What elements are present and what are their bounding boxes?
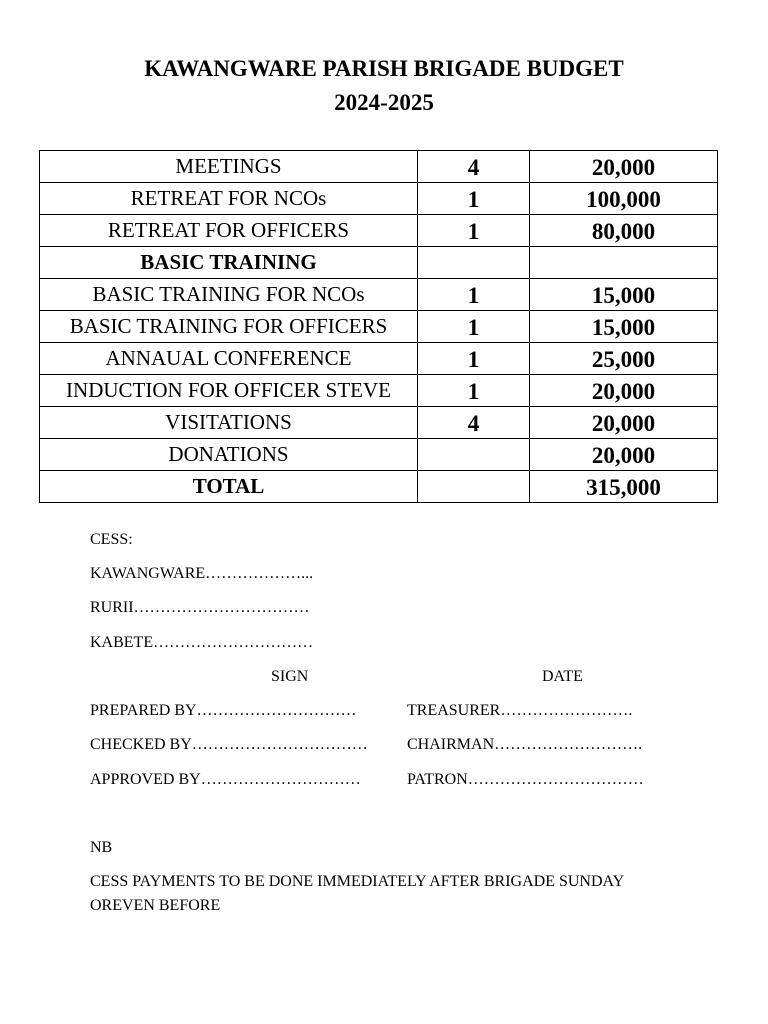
checked-by-line: CHECKED BY…………………………… — [90, 736, 368, 753]
budget-quantity-cell — [418, 439, 530, 471]
cess-line-kabete: KABETE………………………… — [90, 634, 314, 651]
budget-amount-cell: 20,000 — [530, 375, 718, 407]
table-row — [40, 439, 718, 471]
table-row — [40, 471, 718, 503]
table-row — [40, 407, 718, 439]
budget-quantity-cell: 1 — [418, 343, 530, 375]
budget-item-cell: BASIC TRAINING — [40, 247, 418, 279]
treasurer-line: TREASURER……………………. — [407, 702, 633, 719]
budget-amount-cell: 25,000 — [530, 343, 718, 375]
budget-quantity-cell: 1 — [418, 375, 530, 407]
budget-item-cell: BASIC TRAINING FOR NCOs — [40, 279, 418, 311]
table-row — [40, 311, 718, 343]
budget-item-cell: RETREAT FOR OFFICERS — [40, 215, 418, 247]
budget-item-cell: MEETINGS — [40, 151, 418, 183]
budget-quantity-cell — [418, 247, 530, 279]
budget-item-cell: TOTAL — [40, 471, 418, 503]
budget-amount-cell: 80,000 — [530, 215, 718, 247]
budget-item-cell: RETREAT FOR NCOs — [40, 183, 418, 215]
table-row — [40, 215, 718, 247]
budget-amount-cell: 15,000 — [530, 311, 718, 343]
budget-amount-cell: 20,000 — [530, 151, 718, 183]
patron-line: PATRON…………………………… — [407, 771, 644, 788]
budget-amount-cell: 15,000 — [530, 279, 718, 311]
approved-by-line: APPROVED BY………………………… — [90, 771, 361, 788]
table-row — [40, 247, 718, 279]
budget-item-cell: ANNAUAL CONFERENCE — [40, 343, 418, 375]
budget-amount-cell: 100,000 — [530, 183, 718, 215]
cess-line-kawangware: KAWANGWARE………………... — [90, 565, 314, 582]
cess-line-rurii: RURII…………………………… — [90, 599, 310, 616]
budget-quantity-cell: 4 — [418, 151, 530, 183]
nb-label: NB — [90, 839, 113, 856]
budget-quantity-cell: 1 — [418, 279, 530, 311]
budget-item-cell: BASIC TRAINING FOR OFFICERS — [40, 311, 418, 343]
nb-text: CESS PAYMENTS TO BE DONE IMMEDIATELY AFTER BRIGADE SUNDAY OREVEN BEFORE — [90, 873, 624, 914]
chairman-line: CHAIRMAN………………………. — [407, 736, 643, 753]
table-row — [40, 151, 718, 183]
cess-heading: CESS: — [90, 531, 133, 548]
date-label: DATE — [542, 668, 583, 685]
budget-item-cell: VISITATIONS — [40, 407, 418, 439]
budget-quantity-cell — [418, 471, 530, 503]
budget-table — [39, 150, 718, 503]
budget-amount-cell — [530, 247, 718, 279]
budget-quantity-cell: 1 — [418, 215, 530, 247]
document-title: KAWANGWARE PARISH BRIGADE BUDGET — [144, 56, 624, 81]
budget-amount-cell: 315,000 — [530, 471, 718, 503]
budget-item-cell: DONATIONS — [40, 439, 418, 471]
table-row — [40, 279, 718, 311]
budget-table-body — [40, 151, 718, 503]
prepared-by-line: PREPARED BY………………………… — [90, 702, 357, 719]
table-row — [40, 375, 718, 407]
table-row — [40, 183, 718, 215]
table-row — [40, 343, 718, 375]
budget-item-cell: INDUCTION FOR OFFICER STEVE — [40, 375, 418, 407]
budget-amount-cell: 20,000 — [530, 439, 718, 471]
budget-amount-cell: 20,000 — [530, 407, 718, 439]
budget-quantity-cell: 1 — [418, 183, 530, 215]
budget-quantity-cell: 4 — [418, 407, 530, 439]
document-year: 2024-2025 — [334, 90, 434, 115]
budget-quantity-cell: 1 — [418, 311, 530, 343]
sign-label: SIGN — [271, 668, 309, 685]
